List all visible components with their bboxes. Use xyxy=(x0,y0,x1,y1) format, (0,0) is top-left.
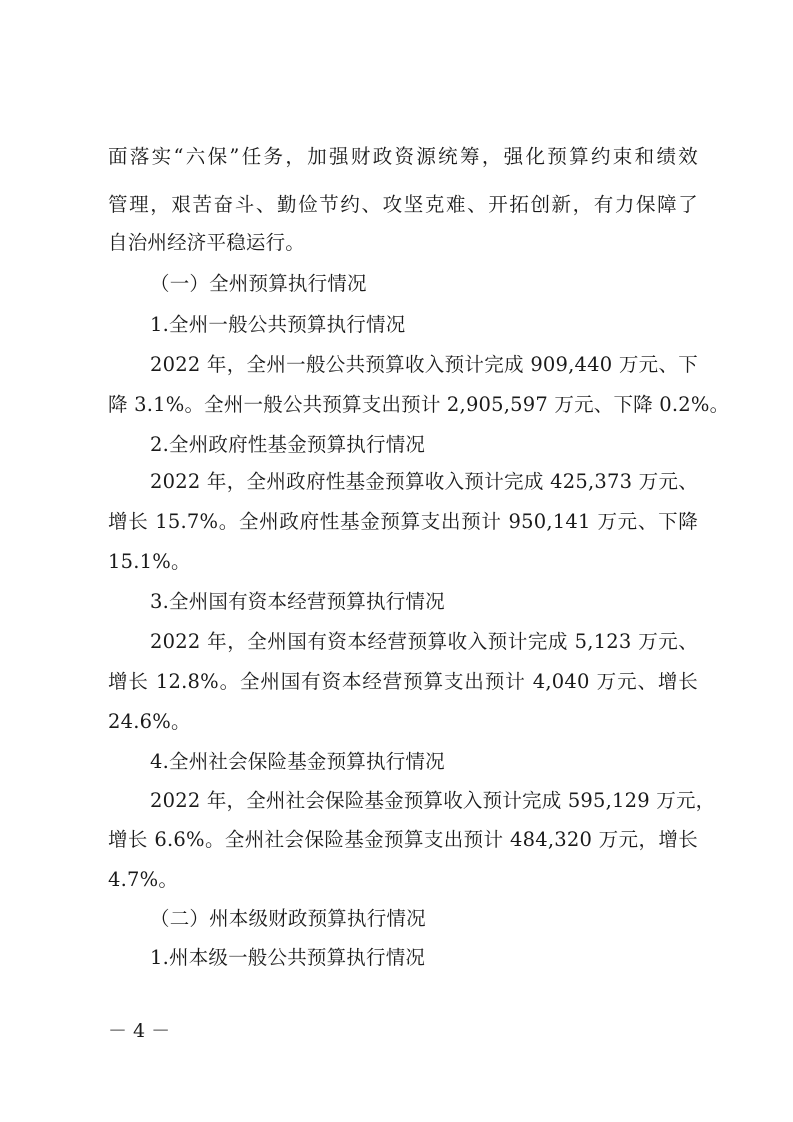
body-text-line: 增长 15.7%。全州政府性基金预算支出预计 950,141 万元、下降 xyxy=(108,510,698,533)
body-text-line: 2022 年，全州国有资本经营预算收入预计完成 5,123 万元、 xyxy=(150,630,698,653)
subsection-heading: 1.州本级一般公共预算执行情况 xyxy=(150,946,426,969)
body-text-line: 15.1%。 xyxy=(108,550,191,573)
body-text-line: 2022 年，全州政府性基金预算收入预计完成 425,373 万元、 xyxy=(150,470,698,493)
body-text-line: 2022 年，全州一般公共预算收入预计完成 909,440 万元、下 xyxy=(150,353,698,376)
body-text-line: 2022 年，全州社会保险基金预算收入预计完成 595,129 万元， xyxy=(150,789,716,812)
section-heading: （二）州本级财政预算执行情况 xyxy=(150,907,426,930)
section-heading: （一）全州预算执行情况 xyxy=(150,272,367,295)
subsection-heading: 1.全州一般公共预算执行情况 xyxy=(150,313,406,336)
subsection-heading: 2.全州政府性基金预算执行情况 xyxy=(150,433,426,456)
body-text-line: 降 3.1%。全州一般公共预算支出预计 2,905,597 万元、下降 0.2%。 xyxy=(108,393,730,416)
body-text-line: 增长 6.6%。全州社会保险基金预算支出预计 484,320 万元，增长 xyxy=(108,828,698,851)
body-text-line: 面落实“六保”任务，加强财政资源统筹，强化预算约束和绩效 xyxy=(108,145,698,168)
page-number: － 4 － xyxy=(108,1020,171,1042)
subsection-heading: 3.全州国有资本经营预算执行情况 xyxy=(150,590,445,613)
body-text-line: 4.7%。 xyxy=(108,868,179,891)
body-text-line: 自治州经济平稳运行。 xyxy=(108,231,306,254)
subsection-heading: 4.全州社会保险基金预算执行情况 xyxy=(150,750,445,773)
body-text-line: 24.6%。 xyxy=(108,710,191,733)
body-text-line: 管理，艰苦奋斗、勤俭节约、攻坚克难、开拓创新，有力保障了 xyxy=(108,193,698,216)
body-text-line: 增长 12.8%。全州国有资本经营预算支出预计 4,040 万元、增长 xyxy=(108,670,698,693)
